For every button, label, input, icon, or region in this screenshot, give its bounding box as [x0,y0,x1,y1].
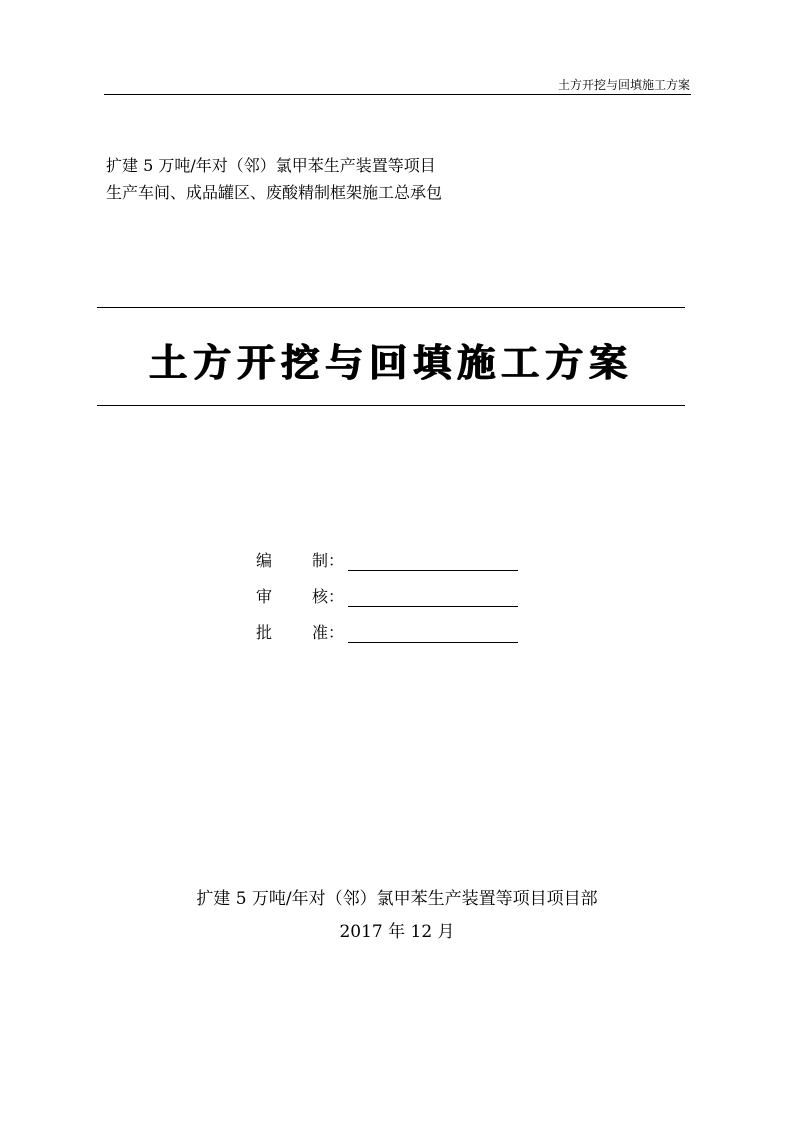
signoff-field-reviewed[interactable] [348,586,518,607]
header-rule [104,94,691,95]
signoff-label-char1: 编 [256,551,273,570]
document-title: 土方开挖与回填施工方案 [148,340,633,385]
running-header: 土方开挖与回填施工方案 [557,78,690,92]
signoff-field-approved[interactable] [348,622,518,643]
project-line-2: 生产车间、成品罐区、废酸精制框架施工总承包 [106,183,443,202]
footer-date: 2017 年 12 月 [339,922,455,942]
title-top-rule [97,307,685,308]
signoff-label-char1: 批 [256,623,273,642]
title-bottom-rule [97,405,685,406]
signoff-label-char2: 核： [312,587,345,606]
project-name [106,152,442,206]
signoff-row-prepared [256,535,518,571]
signoff-block [256,535,518,643]
signoff-label-char2: 准： [312,623,345,642]
signoff-field-prepared[interactable] [348,550,518,571]
project-line-1: 扩建 5 万吨/年对（邻）氯甲苯生产装置等项目 [106,156,436,175]
signoff-label-char2: 制： [312,551,345,570]
footer-organization: 扩建 5 万吨/年对（邻）氯甲苯生产装置等项目项目部 [196,889,598,909]
signoff-label-char1: 审 [256,587,273,606]
footer [0,883,794,949]
signoff-row-reviewed [256,571,518,607]
signoff-row-approved [256,607,518,643]
